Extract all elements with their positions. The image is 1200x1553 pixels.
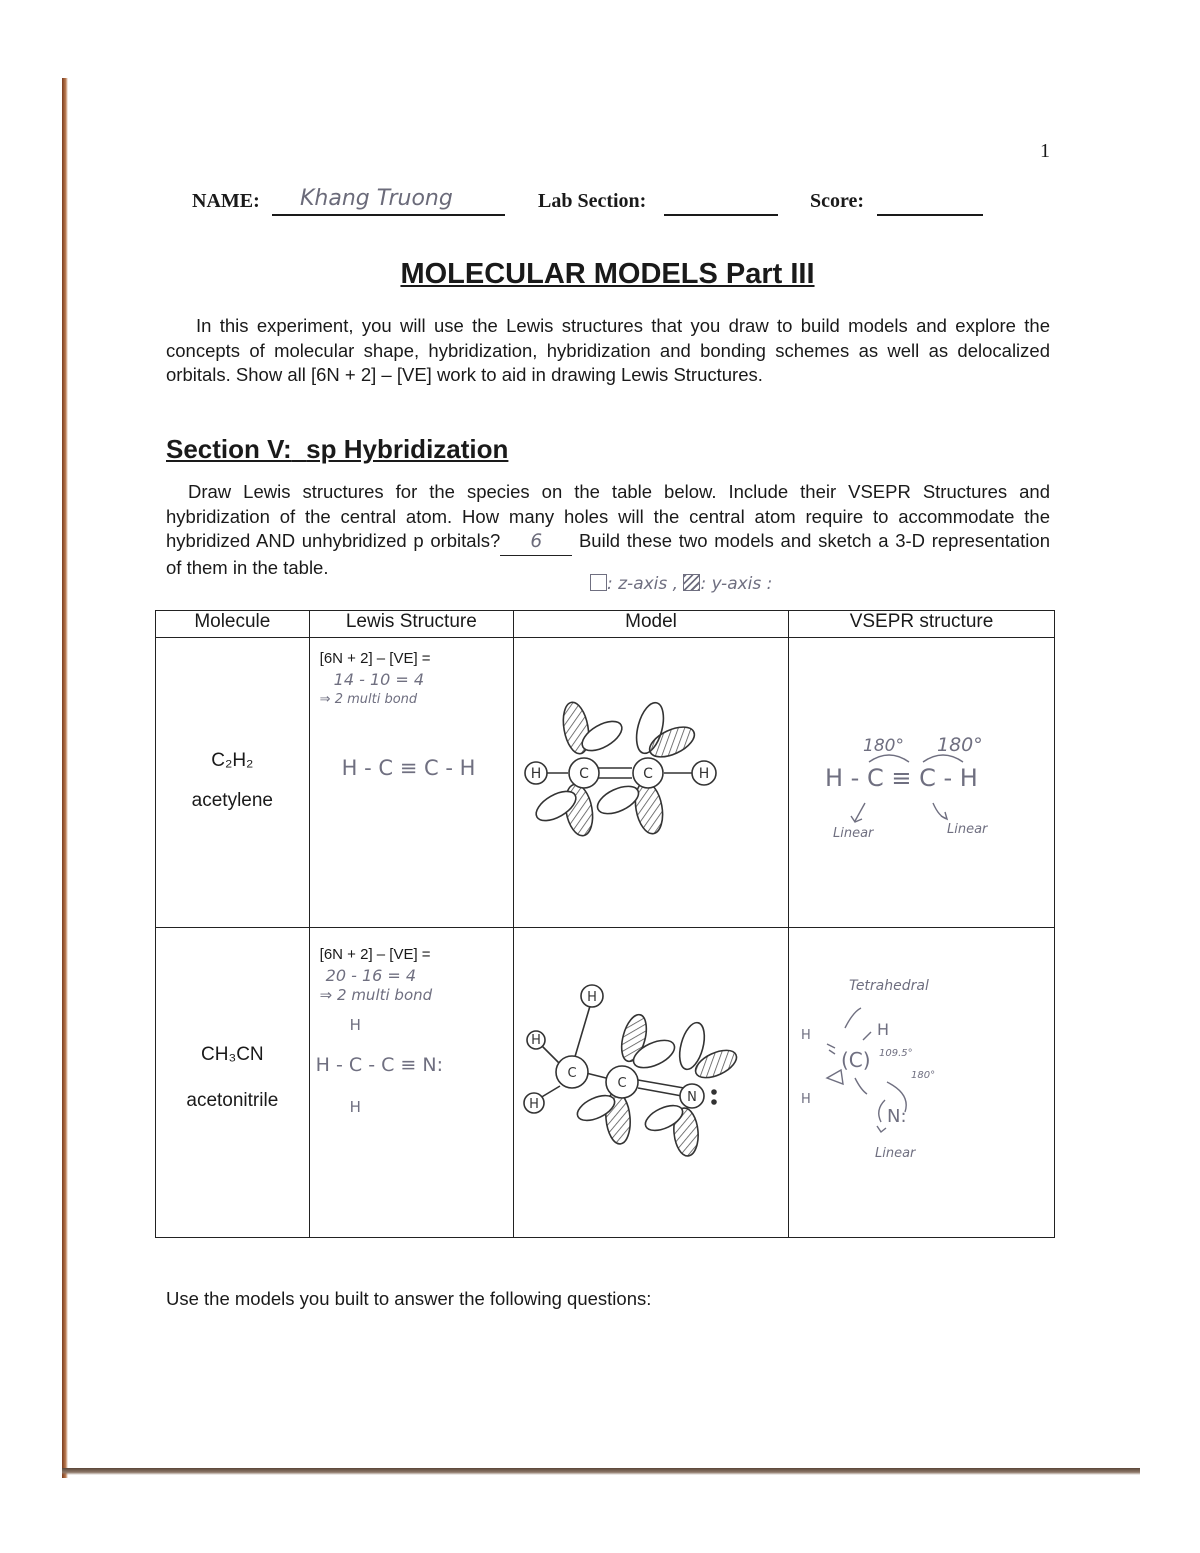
atom-label: H — [530, 766, 542, 782]
vsepr-shape: Linear — [833, 826, 874, 841]
ve-formula-label: [6N + 2] – [VE] = — [319, 650, 431, 667]
ve-note: ⇒ 2 multi bond — [319, 986, 433, 1004]
table-row — [156, 638, 1055, 928]
score-label: Score: — [810, 190, 865, 212]
empty-box-icon — [590, 574, 607, 591]
acetylene-model-drawing — [514, 638, 788, 922]
atom-label: C — [617, 1076, 627, 1091]
score-line[interactable] — [877, 214, 983, 216]
ve-formula-label: [6N + 2] – [VE] = — [319, 946, 431, 963]
atom-label: H — [531, 1033, 541, 1048]
vsepr-arrows — [789, 638, 1056, 922]
atom-label: C — [643, 766, 653, 782]
questions-intro: Use the models you built to answer the following questions: — [166, 1288, 652, 1309]
vsepr-shape: Linear — [875, 1146, 916, 1161]
atom-label: C — [579, 766, 589, 782]
vsepr-angle: 180° — [911, 1070, 936, 1081]
axis-legend: : z-axis , : y-axis : — [590, 574, 772, 594]
molecule-formula: C₂H₂ — [211, 750, 254, 771]
vsepr-shape: Linear — [947, 822, 988, 837]
ve-work: 20 - 16 = 4 — [325, 966, 417, 985]
header-lewis: Lewis Structure — [309, 611, 513, 638]
model-cell[interactable] — [514, 638, 789, 928]
molecule-name: acetylene — [191, 790, 273, 811]
lewis-cell[interactable] — [309, 928, 513, 1238]
vsepr-shape: Tetrahedral — [849, 978, 929, 994]
lewis-top-h: H — [349, 1016, 361, 1034]
atom-label: N — [687, 1090, 697, 1105]
header-vsepr: VSEPR structure — [789, 611, 1055, 638]
instructions-part1: Draw Lewis structures for the species on the table below. Include their VSEPR Structures and hybridization of the central atom. How many holes will the central atom require to accommodate the hybridized AND unhybridized p orbitals? — [166, 481, 1050, 551]
atom-label: H — [698, 766, 710, 782]
section-title — [166, 434, 508, 465]
molecule-table — [155, 610, 1055, 1238]
model-cell[interactable] — [514, 928, 789, 1238]
lab-section-line[interactable] — [664, 214, 778, 216]
page-title: MOLECULAR MODELS Part III — [400, 258, 815, 290]
molecule-cell — [156, 638, 310, 928]
vsepr-cell[interactable]: Tetrahedral H H (C) 109.5° 180° H N: Linear — [789, 928, 1055, 1238]
header-model: Model — [514, 611, 789, 638]
atom-label: H — [529, 1097, 539, 1112]
instructions-part2: Build these two models and sketch a 3-D representation of them in the table. — [166, 530, 1050, 578]
section-label: Section V: — [166, 434, 292, 464]
vsepr-cell[interactable] — [789, 638, 1055, 928]
hatched-box-icon — [683, 574, 700, 591]
section-name: sp Hybridization — [306, 434, 509, 464]
name-line — [272, 214, 505, 216]
atom-label: C — [567, 1066, 577, 1081]
name-label: NAME: — [192, 190, 260, 212]
molecule-formula: CH₃CN — [201, 1044, 264, 1065]
ve-note: ⇒ 2 multi bond — [319, 692, 418, 707]
vsepr-angle: 180° — [863, 736, 904, 756]
page-edge-bottom — [62, 1468, 1140, 1475]
vsepr-angle: 109.5° — [879, 1048, 913, 1059]
lab-section-label: Lab Section: — [538, 190, 647, 212]
intro-paragraph: In this experiment, you will use the Lewis structures that you draw to build models and explore the concepts of molecular shape, hybridization, hybridization and bonding schemes as well as delocalized orbitals. Show all [6N + 2] – [VE] work to aid in drawing Lewis Structures. — [166, 315, 1050, 385]
vsepr-formula: H - C ≡ C - H — [825, 764, 978, 792]
header-molecule: Molecule — [156, 611, 310, 638]
lewis-cell[interactable] — [309, 638, 513, 928]
lewis-bottom-h: H — [349, 1098, 361, 1116]
page-number: 1 — [1040, 140, 1050, 162]
table-row — [156, 928, 1055, 1238]
lewis-structure: H - C ≡ C - H — [341, 756, 476, 780]
ve-work: 14 - 10 = 4 — [333, 670, 425, 689]
vsepr-angle: 180° — [937, 734, 983, 756]
atom-label: H — [587, 990, 597, 1005]
name-value[interactable]: Khang Truong — [300, 186, 453, 211]
molecule-name: acetonitrile — [186, 1090, 279, 1111]
lewis-structure: H - C - C ≡ N: — [315, 1054, 443, 1076]
molecule-cell — [156, 928, 310, 1238]
holes-answer[interactable]: 6 — [530, 531, 543, 552]
section-instructions — [166, 480, 1050, 580]
acetonitrile-model-drawing — [514, 928, 788, 1232]
